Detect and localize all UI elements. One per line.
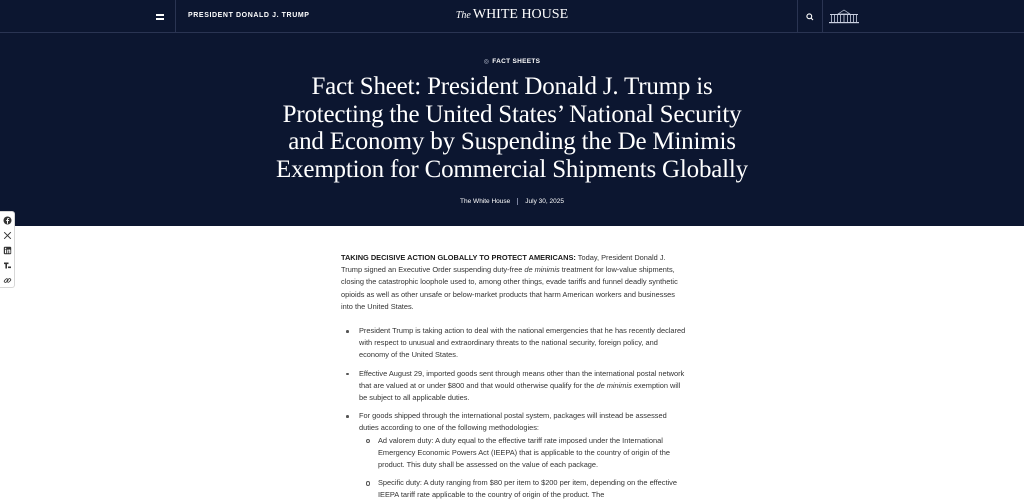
nav-divider bbox=[822, 0, 823, 33]
list-item: President Trump is taking action to deal with the national emergencies that he has recently declared with respect to unusual and extraordinary threats to the national security, foreign policy, and economy of the United States. bbox=[341, 325, 686, 362]
nav-divider bbox=[797, 0, 798, 33]
share-sidebar bbox=[0, 211, 15, 288]
article-meta bbox=[0, 198, 1024, 205]
facebook-icon[interactable] bbox=[3, 216, 12, 225]
list-item bbox=[341, 368, 686, 405]
category-breadcrumb[interactable] bbox=[0, 58, 1024, 65]
list-item-text: Effective August 29, imported goods sent through means other than the international postal network that are valued at or under $800 and that would otherwise qualify for the bbox=[359, 368, 685, 390]
search-icon[interactable] bbox=[802, 9, 818, 25]
white-house-logo[interactable] bbox=[0, 7, 1024, 23]
list-item-text: exemption will be subject to all applicable duties. bbox=[359, 380, 681, 403]
white-house-building-icon[interactable] bbox=[827, 8, 861, 25]
linkedin-icon[interactable] bbox=[3, 246, 12, 255]
tag-icon: ◎ bbox=[483, 59, 490, 65]
fact-list bbox=[341, 325, 686, 500]
logo-prefix: The bbox=[455, 10, 471, 21]
list-item-text: For goods shipped through the international postal system, packages will instead be assessed duties according to one of the following methodologies: bbox=[359, 411, 667, 433]
x-icon[interactable] bbox=[3, 231, 12, 240]
page-title: Fact Sheet: President Donald J. Trump is Protecting the United States’ National Security and Economy by Suspending the De Minimis Exemption for Commercial Shipments Globally bbox=[276, 73, 748, 183]
publish-date: July 30, 2025 bbox=[525, 198, 564, 205]
intro-italic: de minimis bbox=[524, 265, 560, 275]
author: The White House bbox=[460, 198, 518, 205]
article-hero bbox=[0, 33, 1024, 226]
nav-president-link[interactable]: PRESIDENT DONALD J. TRUMP bbox=[188, 12, 310, 19]
sub-list-item: Specific duty: A duty ranging from $80 per item to $200 per item, depending on the effective IEEPA tariff rate applicable to the country of origin of the product. The bbox=[359, 477, 686, 500]
intro-paragraph bbox=[341, 252, 686, 313]
list-item bbox=[341, 410, 686, 500]
article-body bbox=[341, 252, 686, 500]
sub-list-item: Ad valorem duty: A duty equal to the effective tariff rate imposed under the International Emergency Economic Powers Act (IEEPA) that is applicable to the country of origin of the product. This duty shall be assessed on the value of each package. bbox=[359, 435, 686, 472]
sub-list bbox=[359, 435, 686, 500]
logo-main-text: WHITE HOUSE bbox=[472, 7, 569, 22]
intro-heading: TAKING DECISIVE ACTION GLOBALLY TO PROTECT AMERICANS: bbox=[341, 253, 576, 262]
category-label: FACT SHEETS bbox=[492, 58, 541, 65]
top-navigation-bar bbox=[0, 0, 1024, 33]
intro-text: treatment for low-value shipments, closing the catastrophic loophole used to, among other things, evade tariffs and funnel deadly synthetic opioids as well as other unsafe or below-market products that harm American workers and businesses into the United States. bbox=[341, 265, 678, 311]
copy-link-icon[interactable] bbox=[3, 276, 12, 285]
intro-text: Today, President Donald J. Trump signed an Executive Order suspending duty-free bbox=[341, 253, 666, 275]
truth-social-icon[interactable] bbox=[3, 261, 12, 270]
list-item-italic: de minimis bbox=[596, 380, 632, 390]
